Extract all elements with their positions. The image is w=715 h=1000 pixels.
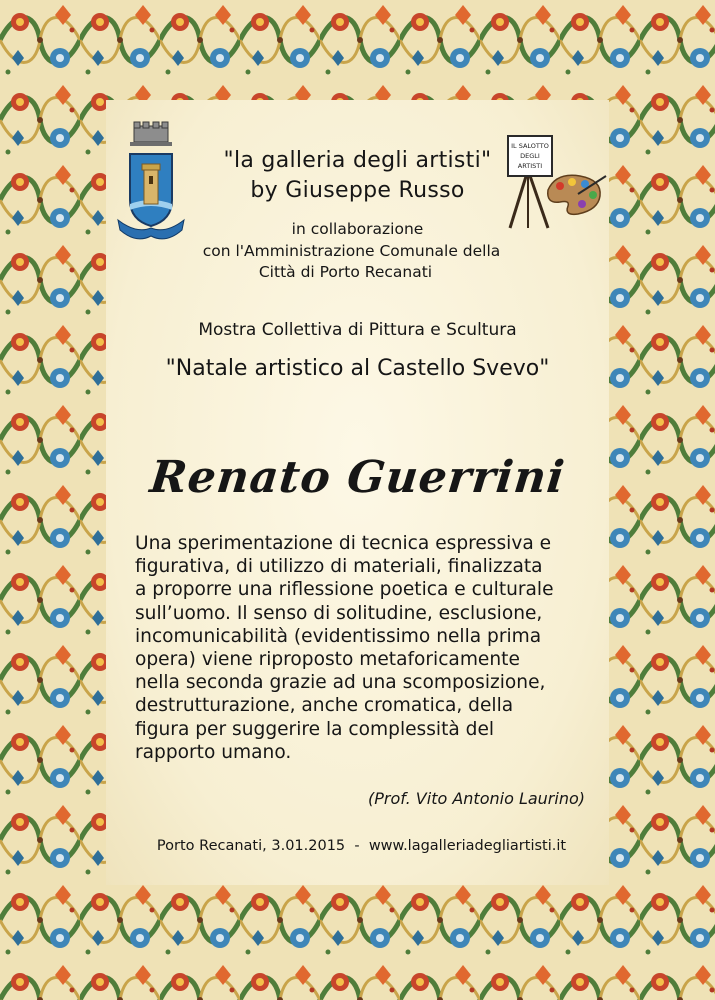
exhibition-type: Mostra Collettiva di Pittura e Scultura: [198, 320, 517, 340]
collaboration-line-2: con l'Amministrazione Comunale della: [202, 242, 501, 260]
critique-line: Una sperimentazione di tecnica espressiva e: [135, 533, 552, 554]
critique-line: destrutturazione, anche cromatica, della: [135, 695, 514, 717]
collaboration-line-1: in collaborazione: [291, 220, 424, 238]
logo-sign-line3: ARTISTI: [517, 162, 543, 170]
critique-line: a proporre una riflessione poetica e culturale: [135, 579, 554, 601]
critique-line: sull’uomo. Il senso di solitudine, esclusione,: [135, 602, 543, 624]
gallery-subtitle: by Giuseppe Russo: [250, 178, 465, 203]
logo-sign-line2: DEGLI: [520, 152, 540, 160]
footer-place-date-website: Porto Recanati, 3.01.2015 - www.lagalleriadegliartisti.it: [156, 838, 567, 854]
gallery-title: "la galleria degli artisti": [223, 148, 492, 173]
critique-line: nella seconda grazie ad una scomposizione,: [135, 672, 546, 694]
critique-line: opera) viene riproposto metaforicamente: [135, 649, 520, 671]
critique-paragraph: [135, 532, 595, 764]
critique-line: figura per suggerire la complessità del: [135, 718, 495, 740]
critique-author: (Prof. Vito Antonio Laurino): [368, 789, 585, 808]
critique-line: rapporto umano.: [135, 741, 292, 763]
collaboration-line-3: Città di Porto Recanati: [258, 263, 433, 281]
critique-line: incomunicabilità (evidentissimo nella prima: [135, 625, 542, 647]
critique-line: figurativa, di utilizzo di materiali, finalizzata: [135, 556, 543, 578]
artist-name: Renato Guerrini: [147, 452, 568, 503]
logo-sign-line1: IL SALOTTO: [511, 142, 549, 150]
exhibition-name: "Natale artistico al Castello Svevo": [165, 356, 550, 381]
